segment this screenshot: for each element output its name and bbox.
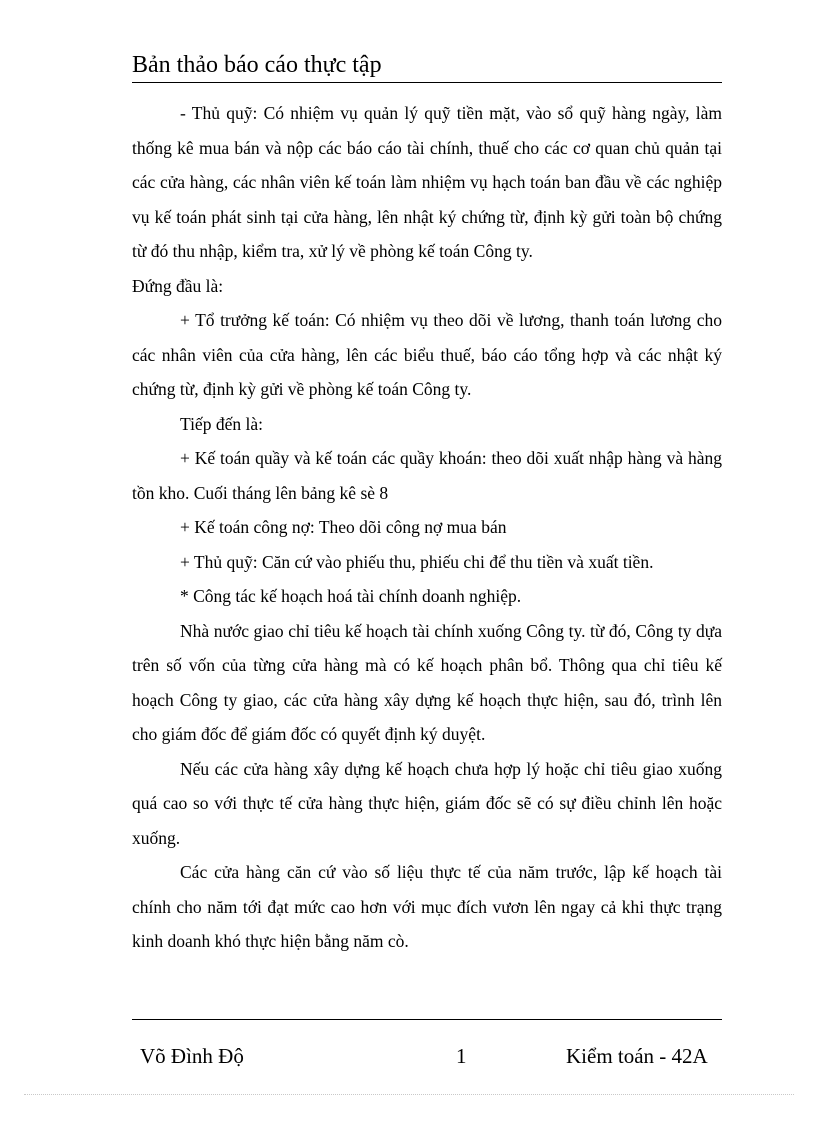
footer-department: Kiểm toán - 42A xyxy=(566,1044,708,1068)
header-divider xyxy=(132,82,722,83)
footer-author: Võ Đình Độ xyxy=(140,1044,244,1068)
paragraph-cac-cua-hang-can-cu: Các cửa hàng căn cứ vào số liệu thực tế của năm trước, lập kế hoạch tài chính cho năm tới đạt mức cao hơn với mục đích vươn lên ngay cả khi thực trạng kinh doanh khó thực hiện bằng năm cò. xyxy=(132,862,722,951)
paragraph-neu-cac-cua-hang: Nếu các cửa hàng xây dựng kế hoạch chưa hợp lý hoặc chỉ tiêu giao xuống quá cao so với thực tế cửa hàng thực hiện, giám đốc sẽ có sự điều chỉnh lên hoặc xuống. xyxy=(132,758,722,848)
page-header-title: Bản thảo báo cáo thực tập xyxy=(132,52,382,78)
footer-divider xyxy=(132,1019,722,1020)
paragraph-to-truong-ke-toan: + Tổ trưởng kế toán: Có nhiệm vụ theo dõi về lương, thanh toán lương cho các nhân viên của cửa hàng, lên các biểu thuế, báo cáo tổng hợp và các nhật ký chứng từ, định kỳ gửi về phòng kế toán Công ty. xyxy=(132,310,722,399)
paragraph-tiep-den-la: Tiếp đến là: xyxy=(180,413,263,434)
document-body xyxy=(132,96,722,959)
paragraph-ke-toan-cong-no: + Kế toán công nợ: Theo dõi công nợ mua bán xyxy=(180,517,507,537)
paragraph-thu-quy-short: + Thủ quỹ: Căn cứ vào phiếu thu, phiếu chi để thu tiền và xuất tiền. xyxy=(180,551,654,572)
page-bottom-edge xyxy=(24,1094,794,1095)
paragraph-thu-quy-duties: - Thủ quỹ: Có nhiệm vụ quản lý quỹ tiền mặt, vào sổ quỹ hàng ngày, làm thống kê mua bán và nộp các báo cáo tài chính, thuế cho các cơ quan chủ quản tại các cửa hàng, các nhân viên kế toán làm nhiệm vụ hạch toán ban đầu về các nghiệp vụ kế toán phát sinh tại cửa hàng, lên nhật ký chứng từ, định kỳ gửi toàn bộ chứng từ đó thu nhập, kiểm tra, xử lý về phòng kế toán Công ty. xyxy=(132,103,722,261)
paragraph-cong-tac-ke-hoach: * Công tác kế hoạch hoá tài chính doanh nghiệp. xyxy=(180,586,522,606)
paragraph-nha-nuoc-giao: Nhà nước giao chỉ tiêu kế hoạch tài chính xuống Công ty. từ đó, Công ty dựa trên số vốn của từng cửa hàng mà có kế hoạch phân bổ. Thông qua chỉ tiêu kế hoạch Công ty giao, các cửa hàng xây dựng kế hoạch thực hiện, sau đó, trình lên cho giám đốc để giám đốc có quyết định ký duyệt. xyxy=(132,620,722,744)
paragraph-dung-dau-la: Đứng đầu là: xyxy=(132,275,224,296)
footer-page-number: 1 xyxy=(456,1044,467,1068)
paragraph-ke-toan-quay: + Kế toán quầy và kế toán các quầy khoán: theo dõi xuất nhập hàng và hàng tồn kho. Cuối tháng lên bảng kê sè 8 xyxy=(132,448,722,503)
